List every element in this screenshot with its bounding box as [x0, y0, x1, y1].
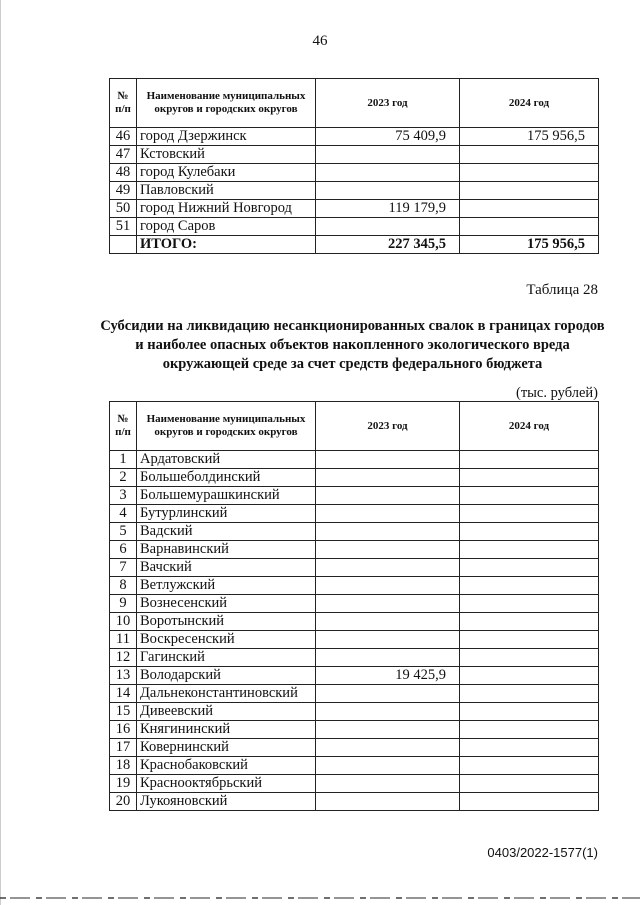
row-2023-cell [316, 739, 460, 757]
row-number-cell: 5 [110, 523, 137, 541]
row-2024-cell [460, 182, 599, 200]
total-num-cell [110, 236, 137, 254]
row-name-cell: Бутурлинский [137, 505, 316, 523]
row-number-cell: 12 [110, 649, 137, 667]
row-2024-cell [460, 685, 599, 703]
document-number: 0403/2022-1577(1) [487, 845, 598, 860]
row-2023-cell [316, 775, 460, 793]
table-header-row [110, 402, 599, 451]
row-number-cell: 11 [110, 631, 137, 649]
table-row [110, 523, 599, 541]
row-number-cell: 1 [110, 451, 137, 469]
row-2024-cell [460, 613, 599, 631]
row-number-cell: 46 [110, 128, 137, 146]
row-2024-cell [460, 523, 599, 541]
header-num: № п/п [110, 79, 137, 128]
subsidy-table-continued [109, 78, 599, 254]
table-row [110, 775, 599, 793]
table-body [110, 128, 599, 236]
table-row [110, 200, 599, 218]
row-2024-cell [460, 595, 599, 613]
subsidy-table-28 [109, 401, 599, 811]
table-row [110, 164, 599, 182]
table-row [110, 703, 599, 721]
row-name-cell: Княгининский [137, 721, 316, 739]
row-2023-cell [316, 649, 460, 667]
row-number-cell: 8 [110, 577, 137, 595]
row-2024-cell [460, 757, 599, 775]
table-row [110, 451, 599, 469]
row-name-cell: город Саров [137, 218, 316, 236]
table-row [110, 721, 599, 739]
row-2024-cell [460, 559, 599, 577]
table-row [110, 739, 599, 757]
row-2024-cell [460, 577, 599, 595]
header-2023: 2023 год [316, 79, 460, 128]
row-2024-cell [460, 200, 599, 218]
row-2024-cell [460, 505, 599, 523]
row-name-cell: Вознесенский [137, 595, 316, 613]
row-number-cell: 4 [110, 505, 137, 523]
row-name-cell: Ардатовский [137, 451, 316, 469]
table-row [110, 218, 599, 236]
row-2023-cell [316, 757, 460, 775]
row-2023-cell [316, 703, 460, 721]
row-number-cell: 9 [110, 595, 137, 613]
row-number-cell: 7 [110, 559, 137, 577]
row-number-cell: 3 [110, 487, 137, 505]
row-2024-cell [460, 487, 599, 505]
header-2024: 2024 год [460, 402, 599, 451]
row-2023-cell [316, 523, 460, 541]
row-2023-cell [316, 793, 460, 811]
table-row [110, 487, 599, 505]
row-name-cell: Воротынский [137, 613, 316, 631]
header-num: № п/п [110, 402, 137, 451]
row-number-cell: 49 [110, 182, 137, 200]
header-name: Наименование муниципальных округов и городских округов [137, 402, 316, 451]
row-2024-cell: 175 956,5 [460, 128, 599, 146]
row-2023-cell [316, 559, 460, 577]
table-row [110, 182, 599, 200]
row-name-cell: Большемурашкинский [137, 487, 316, 505]
row-2023-cell [316, 577, 460, 595]
row-name-cell: Володарский [137, 667, 316, 685]
row-name-cell: Варнавинский [137, 541, 316, 559]
row-name-cell: Кстовский [137, 146, 316, 164]
row-2023-cell [316, 613, 460, 631]
table-row [110, 631, 599, 649]
table-row [110, 793, 599, 811]
row-2023-cell [316, 182, 460, 200]
row-number-cell: 18 [110, 757, 137, 775]
table-header-row [110, 79, 599, 128]
row-2024-cell [460, 541, 599, 559]
total-row [110, 236, 599, 254]
table-row [110, 505, 599, 523]
row-2023-cell: 19 425,9 [316, 667, 460, 685]
row-number-cell: 15 [110, 703, 137, 721]
header-2023: 2023 год [316, 402, 460, 451]
row-number-cell: 48 [110, 164, 137, 182]
row-number-cell: 16 [110, 721, 137, 739]
row-2024-cell [460, 649, 599, 667]
total-label: ИТОГО: [137, 236, 316, 254]
header-2024: 2024 год [460, 79, 599, 128]
row-number-cell: 6 [110, 541, 137, 559]
row-2023-cell [316, 721, 460, 739]
row-name-cell: Ковернинский [137, 739, 316, 757]
table-row [110, 146, 599, 164]
row-2023-cell [316, 469, 460, 487]
row-2024-cell [460, 739, 599, 757]
row-number-cell: 51 [110, 218, 137, 236]
row-name-cell: город Нижний Новгород [137, 200, 316, 218]
row-name-cell: Гагинский [137, 649, 316, 667]
table-body [110, 451, 599, 811]
row-number-cell: 10 [110, 613, 137, 631]
row-number-cell: 50 [110, 200, 137, 218]
row-name-cell: Краснобаковский [137, 757, 316, 775]
row-name-cell: Вачский [137, 559, 316, 577]
row-2023-cell: 75 409,9 [316, 128, 460, 146]
scan-artifact-line [0, 897, 640, 899]
units-label: (тыс. рублей) [516, 385, 598, 401]
row-number-cell: 19 [110, 775, 137, 793]
row-name-cell: Воскресенский [137, 631, 316, 649]
row-number-cell: 13 [110, 667, 137, 685]
row-2023-cell [316, 595, 460, 613]
table-row [110, 469, 599, 487]
table-row [110, 559, 599, 577]
table-row [110, 128, 599, 146]
row-2024-cell [460, 631, 599, 649]
table-row [110, 649, 599, 667]
row-name-cell: Лукояновский [137, 793, 316, 811]
table-row [110, 541, 599, 559]
row-2023-cell [316, 505, 460, 523]
row-name-cell: Вадский [137, 523, 316, 541]
row-name-cell: город Кулебаки [137, 164, 316, 182]
row-2024-cell [460, 721, 599, 739]
row-2023-cell [316, 146, 460, 164]
row-name-cell: Дальнеконстантиновский [137, 685, 316, 703]
row-2024-cell [460, 775, 599, 793]
page-number: 46 [312, 33, 328, 49]
total-2024: 175 956,5 [460, 236, 599, 254]
row-2023-cell [316, 487, 460, 505]
row-2023-cell [316, 164, 460, 182]
row-2024-cell [460, 469, 599, 487]
table-row [110, 577, 599, 595]
row-2023-cell [316, 541, 460, 559]
row-2024-cell [460, 793, 599, 811]
row-2023-cell: 119 179,9 [316, 200, 460, 218]
row-2023-cell [316, 451, 460, 469]
header-name: Наименование муниципальных округов и городских округов [137, 79, 316, 128]
row-number-cell: 14 [110, 685, 137, 703]
row-name-cell: Дивеевский [137, 703, 316, 721]
table-row [110, 667, 599, 685]
row-2024-cell [460, 164, 599, 182]
table-caption: Таблица 28 [526, 282, 598, 298]
table-row [110, 685, 599, 703]
row-2023-cell [316, 685, 460, 703]
row-name-cell: Большеболдинский [137, 469, 316, 487]
row-2023-cell [316, 218, 460, 236]
row-number-cell: 17 [110, 739, 137, 757]
total-2023: 227 345,5 [316, 236, 460, 254]
page-edge [0, 0, 1, 905]
row-2024-cell [460, 703, 599, 721]
table-row [110, 613, 599, 631]
row-number-cell: 2 [110, 469, 137, 487]
row-2024-cell [460, 451, 599, 469]
row-name-cell: Павловский [137, 182, 316, 200]
row-name-cell: город Дзержинск [137, 128, 316, 146]
row-2024-cell [460, 218, 599, 236]
row-2024-cell [460, 667, 599, 685]
row-2023-cell [316, 631, 460, 649]
table-row [110, 595, 599, 613]
row-name-cell: Ветлужский [137, 577, 316, 595]
row-2024-cell [460, 146, 599, 164]
row-number-cell: 47 [110, 146, 137, 164]
table-title: Субсидии на ликвидацию несанкционированных свалок в границах городов и наиболее опасных объектов накопленного экологического вреда окружающей среде за счет средств федерального бюджета [100, 318, 605, 372]
row-number-cell: 20 [110, 793, 137, 811]
row-name-cell: Краснооктябрьский [137, 775, 316, 793]
table-row [110, 757, 599, 775]
